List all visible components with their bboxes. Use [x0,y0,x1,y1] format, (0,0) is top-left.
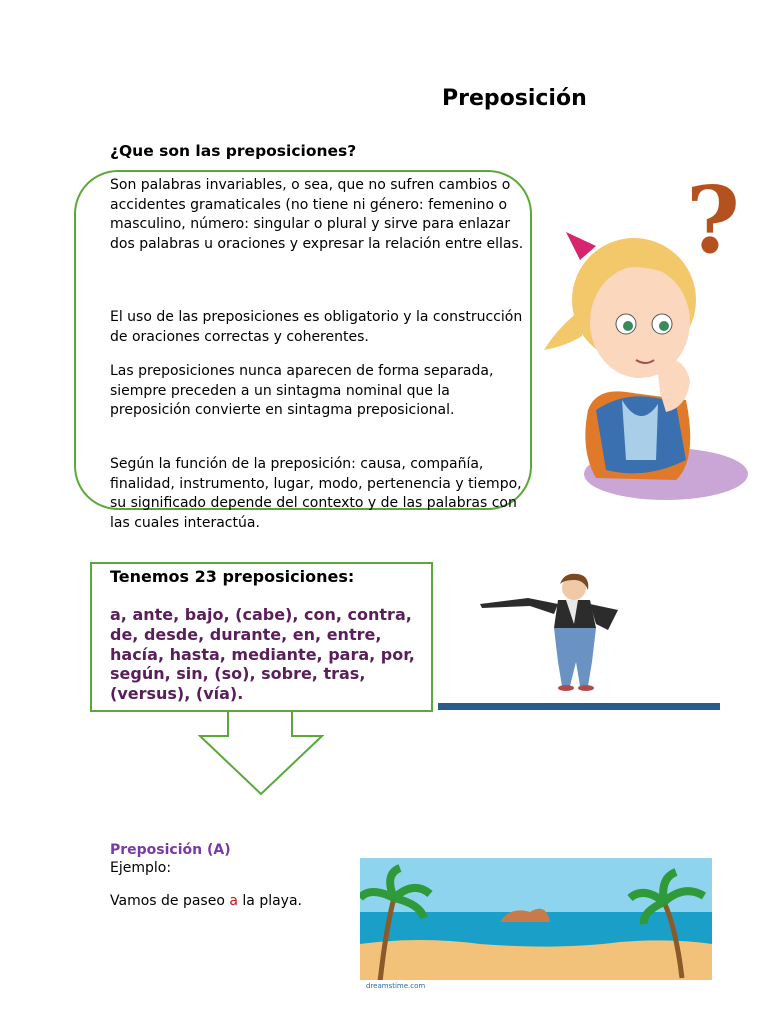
beach-illustration [360,858,712,990]
example-label: Ejemplo: [110,860,172,876]
paragraph-definition: Son palabras invariables, o sea, que no sufren cambios o accidentes gramaticales (no tiene ni género: femenino o masculino, número: singular o plural y sirve para enlazar dos palabras u oraciones y expresar la relación entre ellas. [110,177,524,252]
prepositions-heading: Tenemos 23 preposiciones: [110,567,355,586]
svg-text:?: ? [686,166,740,274]
example-title: Preposición (A) [110,842,231,858]
sentence-end: la playa. [237,893,302,909]
prepositions-list: a, ante, bajo, (cabe), con, contra, de, desde, durante, en, entre, hacía, hasta, mediante, para, por, según, sin, (so), sobre, tras, (versus), (vía). [110,605,415,704]
example-sentence [110,893,302,909]
sentence-start: Vamos de paseo [110,893,230,909]
thinking-girl-illustration [536,160,750,508]
presenting-woman-illustration [438,566,720,710]
paragraph-usage: El uso de las preposiciones es obligatorio y la construcción de oraciones correctas y coherentes. [110,309,523,345]
page-title: Preposición [442,86,587,111]
highlighted-preposition: a [229,893,238,909]
section-question: ¿Que son las preposiciones? [110,142,357,160]
paragraph-function: Según la función de la preposición: causa, compañía, finalidad, instrumento, lugar, modo, pertenencia y tiempo, su significado depende del contexto y de las palabras con las cuales interactúa. [110,456,522,531]
beach-watermark: dreamstime.com [366,982,426,990]
paragraph-position: Las preposiciones nunca aparecen de forma separada, siempre preceden a un sintagma nominal que la preposición convierte en sintagma preposicional. [110,363,494,418]
down-arrow-icon [198,710,324,796]
